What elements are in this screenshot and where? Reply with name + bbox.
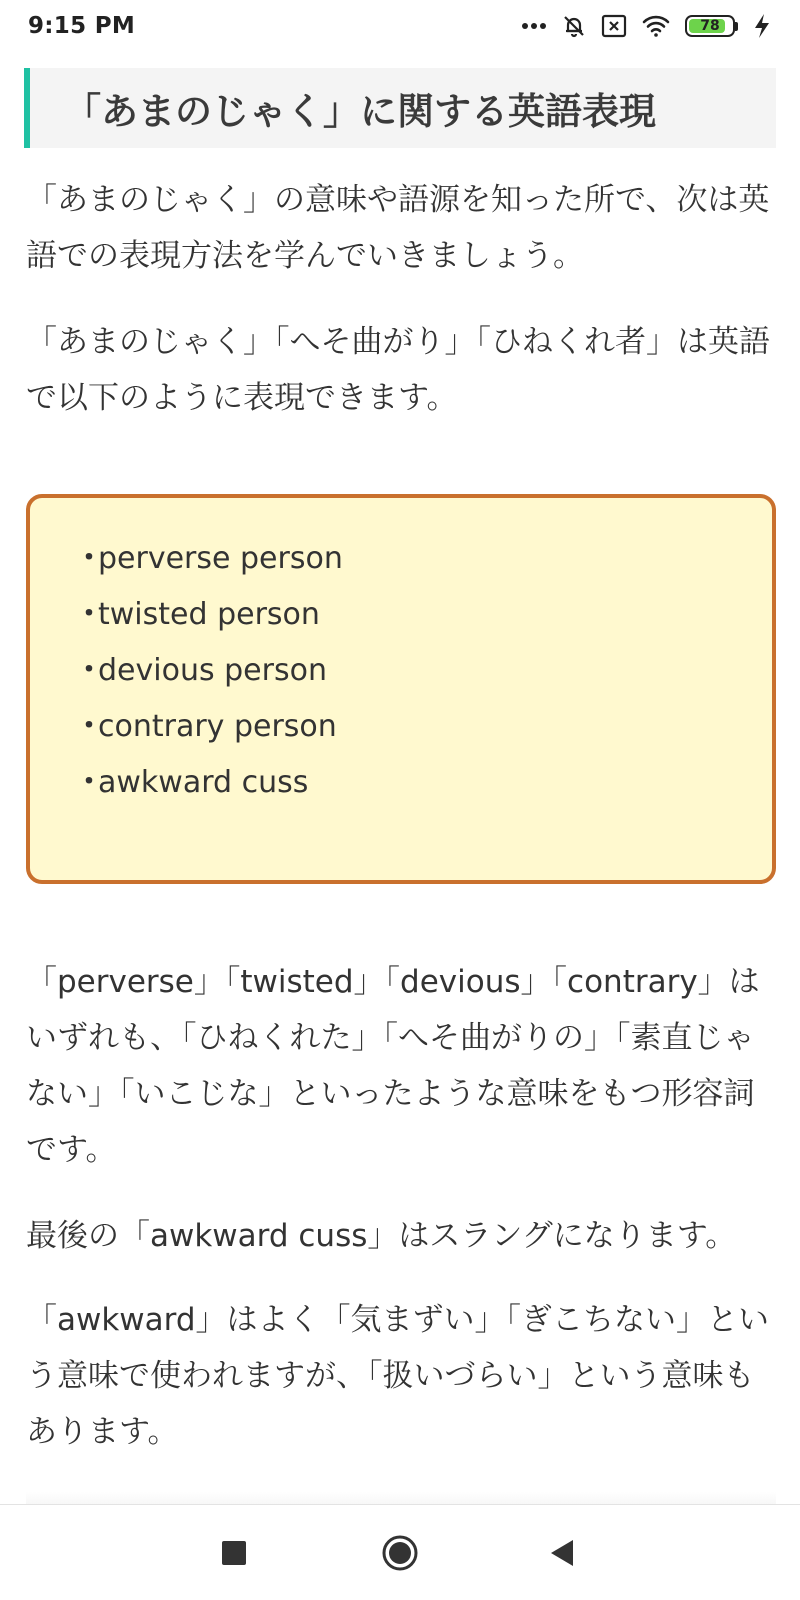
paragraph-intro: 「あまのじゃく」の意味や語源を知った所で、次は英語での表現方法を学んでいきましょう。: [26, 182, 770, 274]
home-button[interactable]: [380, 1533, 420, 1573]
scroll-fade: [26, 1492, 776, 1504]
charging-bolt-icon: [752, 13, 772, 39]
paragraph-expressions-lead: 「あまのじゃく」「へそ曲がり」「ひねくれ者」は英語で以下のように表現できます。: [26, 324, 770, 416]
no-sim-icon: [601, 14, 627, 38]
battery-level: 78: [700, 18, 720, 34]
battery-icon: [685, 15, 738, 37]
bell-muted-icon: [561, 13, 587, 39]
bullet-icon: ・: [74, 709, 104, 744]
wifi-icon: [641, 14, 671, 38]
term-text: twisted person: [98, 597, 320, 632]
status-time: 9:15 PM: [28, 13, 136, 39]
term-item: [74, 699, 343, 755]
bullet-icon: ・: [74, 653, 104, 688]
bullet-icon: ・: [74, 541, 104, 576]
term-text: awkward cuss: [98, 765, 309, 800]
term-text: devious person: [98, 653, 327, 688]
paragraph-slang: 最後の「awkward cuss」はスラングになります。: [26, 1218, 737, 1254]
battery-cap: [735, 22, 738, 31]
recent-apps-icon: [221, 1540, 247, 1566]
term-list: [74, 531, 343, 811]
home-icon: [380, 1533, 420, 1573]
paragraph-adjectives: 「perverse」「twisted」「devious」「contrary」はいずれも、「ひねくれた」「へそ曲がりの」「素直じゃない」「いこじな」といったような意味をもつ形容詞です。: [26, 964, 760, 1168]
term-text: contrary person: [98, 709, 337, 744]
bullet-icon: ・: [74, 765, 104, 800]
paragraph-awkward: 「awkward」はよく「気まずい」「ぎこちない」という意味で使われますが、「扱いづらい」という意味もあります。: [26, 1302, 770, 1450]
bullet-icon: ・: [74, 597, 104, 632]
term-item: [74, 643, 343, 699]
term-item: [74, 587, 343, 643]
term-box: [26, 494, 776, 884]
term-item: [74, 531, 343, 587]
battery-body: [685, 15, 735, 37]
back-icon: [548, 1538, 576, 1568]
navigation-bar: [0, 1504, 800, 1600]
term-text: perverse person: [98, 541, 343, 576]
term-item: [74, 755, 343, 811]
more-dots-icon: [521, 22, 547, 30]
section-heading: 「あまのじゃく」に関する英語表現: [24, 68, 776, 148]
back-button[interactable]: [542, 1533, 582, 1573]
status-icons: [521, 13, 772, 39]
status-bar: [0, 0, 800, 52]
article-content[interactable]: [0, 52, 800, 1504]
recent-apps-button[interactable]: [214, 1533, 254, 1573]
